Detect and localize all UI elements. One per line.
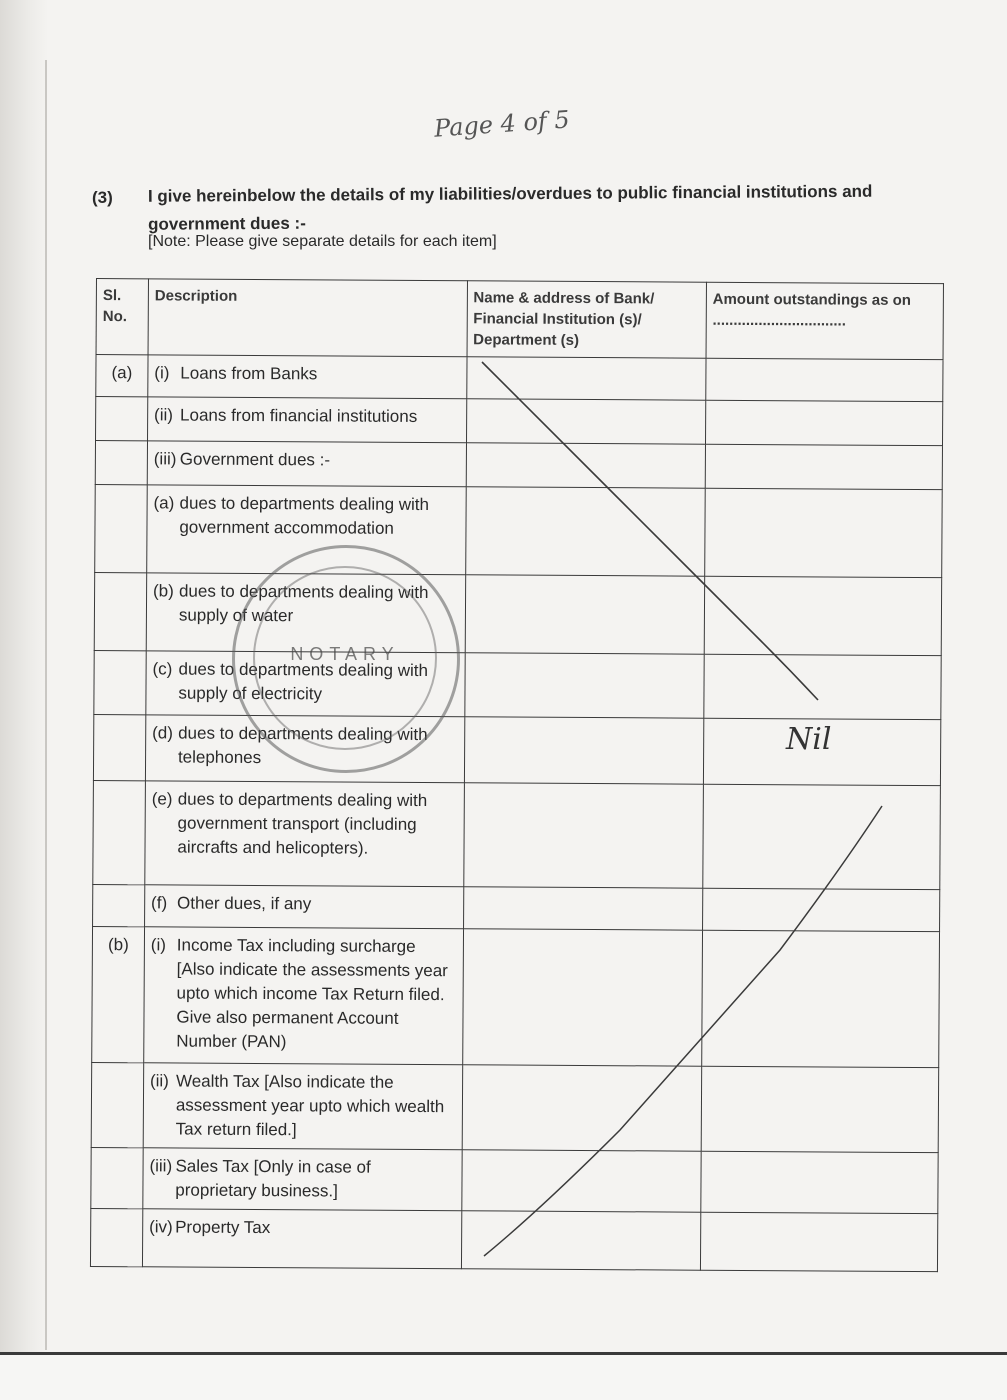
handwritten-page-number: Page 4 of 5 — [433, 105, 571, 143]
row-text: Other dues, if any — [177, 893, 312, 914]
strike-line-lower — [484, 806, 882, 1256]
row-mark: (d) — [152, 723, 173, 743]
row-text: dues to departments dealing with government transport (including aircrafts and helicopters). — [177, 789, 428, 858]
section-heading: I give hereinbelow the details of my liabilities/overdues to public financial institutions and government dues :- — [147, 181, 873, 234]
row-mark: (c) — [152, 659, 173, 679]
row-mark: (ii) — [149, 1071, 169, 1091]
row-text: Loans from financial institutions — [180, 405, 418, 426]
row-mark: (iii) — [153, 449, 177, 469]
header-sl-no: Sl. No. — [96, 279, 148, 355]
strike-line-upper — [482, 362, 818, 700]
row-mark: (i) — [154, 363, 170, 383]
row-mark: (a) — [153, 493, 175, 513]
row-text: Income Tax including surcharge [Also indicate the assessments year upto which income Tax Return filed. Give also permanent Account Number (PAN) — [176, 935, 448, 1052]
row-text: Government dues :- — [179, 449, 331, 470]
row-text: dues to departments dealing with telephones — [177, 723, 428, 768]
section-number: (3) — [92, 188, 113, 207]
row-text: Sales Tax [Only in case of proprietary business.] — [175, 1156, 371, 1201]
section-note: [Note: Please give separate details for each item] — [148, 233, 497, 250]
row-mark: (i) — [150, 935, 167, 955]
row-mark: (e) — [151, 789, 173, 809]
handwritten-nil: Nil — [786, 722, 832, 757]
row-mark: (b) — [152, 581, 174, 601]
row-text: Property Tax — [175, 1217, 271, 1238]
notary-stamp-text: NOTARY — [290, 644, 400, 664]
row-sl: (b) — [92, 926, 145, 1062]
row-mark: (iii) — [149, 1156, 173, 1176]
row-mark: (f) — [151, 893, 168, 913]
header-description: Description — [148, 279, 467, 357]
header-bank: Name & address of Bank/ Financial Institution (s)/ Department (s) — [467, 281, 707, 358]
header-amount: Amount outstandings as on ................................ — [706, 282, 944, 359]
row-sl: (a) — [96, 355, 148, 397]
row-mark: (iv) — [149, 1217, 173, 1237]
row-text: Loans from Banks — [180, 363, 318, 384]
row-text: dues to departments dealing with supply of water — [178, 581, 429, 626]
row-text: Wealth Tax [Also indicate the assessment year upto which wealth Tax return filed.] — [175, 1071, 445, 1140]
row-mark: (ii) — [154, 405, 174, 425]
row-text: dues to departments dealing with supply of electricity — [178, 659, 429, 704]
page-bottom-edge — [0, 1352, 1007, 1400]
row-text: dues to departments dealing with government accommodation — [179, 493, 430, 538]
